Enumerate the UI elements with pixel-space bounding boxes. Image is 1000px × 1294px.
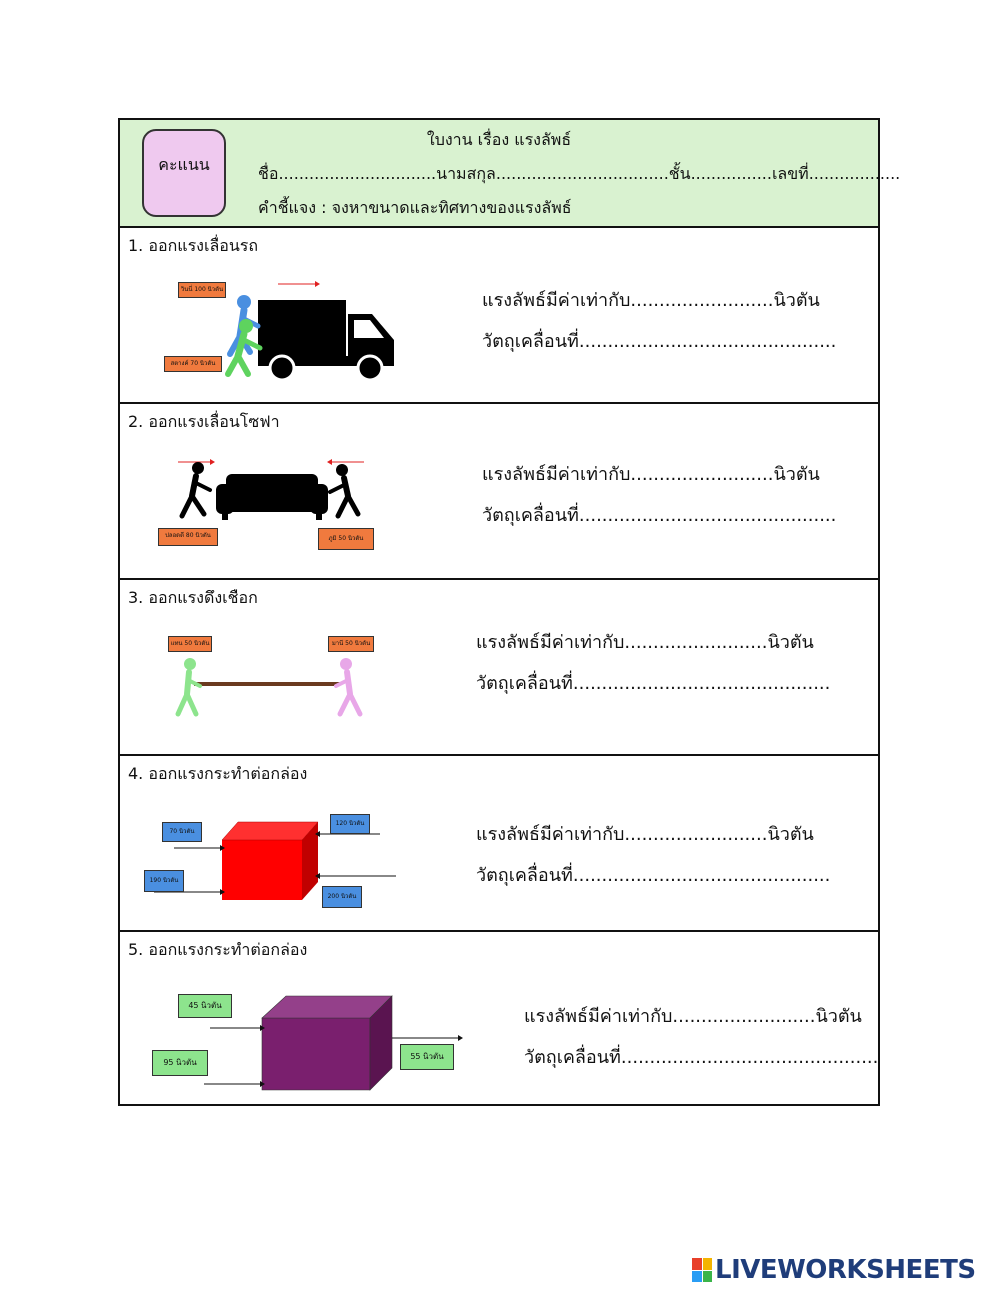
box-icon [262,1018,370,1090]
answer-line-direction[interactable]: วัตถุเคลื่อนที่............................................. [482,505,837,526]
person-right-icon [330,464,358,516]
answer-line-direction[interactable]: วัตถุเคลื่อนที่............................................. [476,673,831,694]
question-title: 3. ออกแรงดึงเชือก [128,588,258,607]
answer-block[interactable] [482,280,836,362]
force-label: 190 นิวตัน [144,870,184,892]
brand-logo[interactable] [692,1255,976,1285]
sofa-push-figure [170,456,370,526]
answer-line-force[interactable]: แรงลัพธ์มีค่าเท่ากับ.........................นิวตัน [482,464,820,485]
worksheet [118,118,901,1106]
question-5 [120,932,878,1106]
question-title: 5. ออกแรงกระทำต่อกล่อง [128,940,308,959]
sofa-icon [216,474,328,520]
answer-block[interactable] [482,454,836,536]
question-4 [120,756,878,932]
answer-block[interactable] [476,814,830,896]
answer-block[interactable] [476,622,830,704]
answer-block[interactable] [524,996,878,1078]
question-3 [120,580,878,756]
brand-name: LIVEWORKSHEETS [715,1255,976,1285]
answer-line-direction[interactable]: วัตถุเคลื่อนที่............................................. [476,865,831,886]
instruction: คำชี้แจง : จงหาขนาดและทิศทางของแรงลัพธ์ [258,198,572,217]
question-2 [120,404,878,580]
question-title: 1. ออกแรงเลื่อนรถ [128,236,259,255]
person-left-icon [182,462,210,516]
force-label: ภูมิ 50 นิวตัน [318,528,374,550]
answer-line-force[interactable]: แรงลัพธ์มีค่าเท่ากับ.........................นิวตัน [482,290,820,311]
page-title: ใบงาน เรื่อง แรงลัพธ์ [426,130,572,149]
answer-line-force[interactable]: แรงลัพธ์มีค่าเท่ากับ.........................นิวตัน [476,632,814,653]
force-label: สตางค์ 70 นิวตัน [164,356,222,372]
force-label: 45 นิวตัน [178,994,232,1018]
answer-line-force[interactable]: แรงลัพธ์มีค่าเท่ากับ.........................นิวตัน [524,1006,862,1027]
box-icon [222,840,302,900]
worksheet-header [120,120,901,228]
question-title: 2. ออกแรงเลื่อนโซฟา [128,412,280,431]
score-label: คะแนน [158,155,210,174]
force-label: แทน 50 นิวตัน [168,636,212,652]
force-label: ปลอดดี 80 นิวตัน [158,528,218,546]
answer-line-force[interactable]: แรงลัพธ์มีค่าเท่ากับ.........................นิวตัน [476,824,814,845]
force-label: 55 นิวตัน [400,1044,454,1070]
force-label: วินนี่ 100 นิวตัน [178,282,226,298]
student-info-line[interactable]: ชื่อ...............................นามสกุล..................................ชั้น................เลขที่.................. [258,164,901,183]
question-1 [120,228,878,404]
force-label: มานี 50 นิวตัน [328,636,374,652]
answer-line-direction[interactable]: วัตถุเคลื่อนที่............................................. [524,1047,879,1068]
force-label: 70 นิวตัน [162,822,202,842]
rope-pull-figure [170,656,370,720]
logo-icon [692,1258,712,1282]
question-title: 4. ออกแรงกระทำต่อกล่อง [128,764,308,783]
force-label: 95 นิวตัน [152,1050,208,1076]
answer-line-direction[interactable]: วัตถุเคลื่อนที่............................................. [482,331,837,352]
person-pink-icon [336,658,360,714]
force-label: 200 นิวตัน [322,886,362,908]
force-label: 120 นิวตัน [330,814,370,834]
truck-icon [258,300,346,356]
person-green-icon [178,658,200,714]
